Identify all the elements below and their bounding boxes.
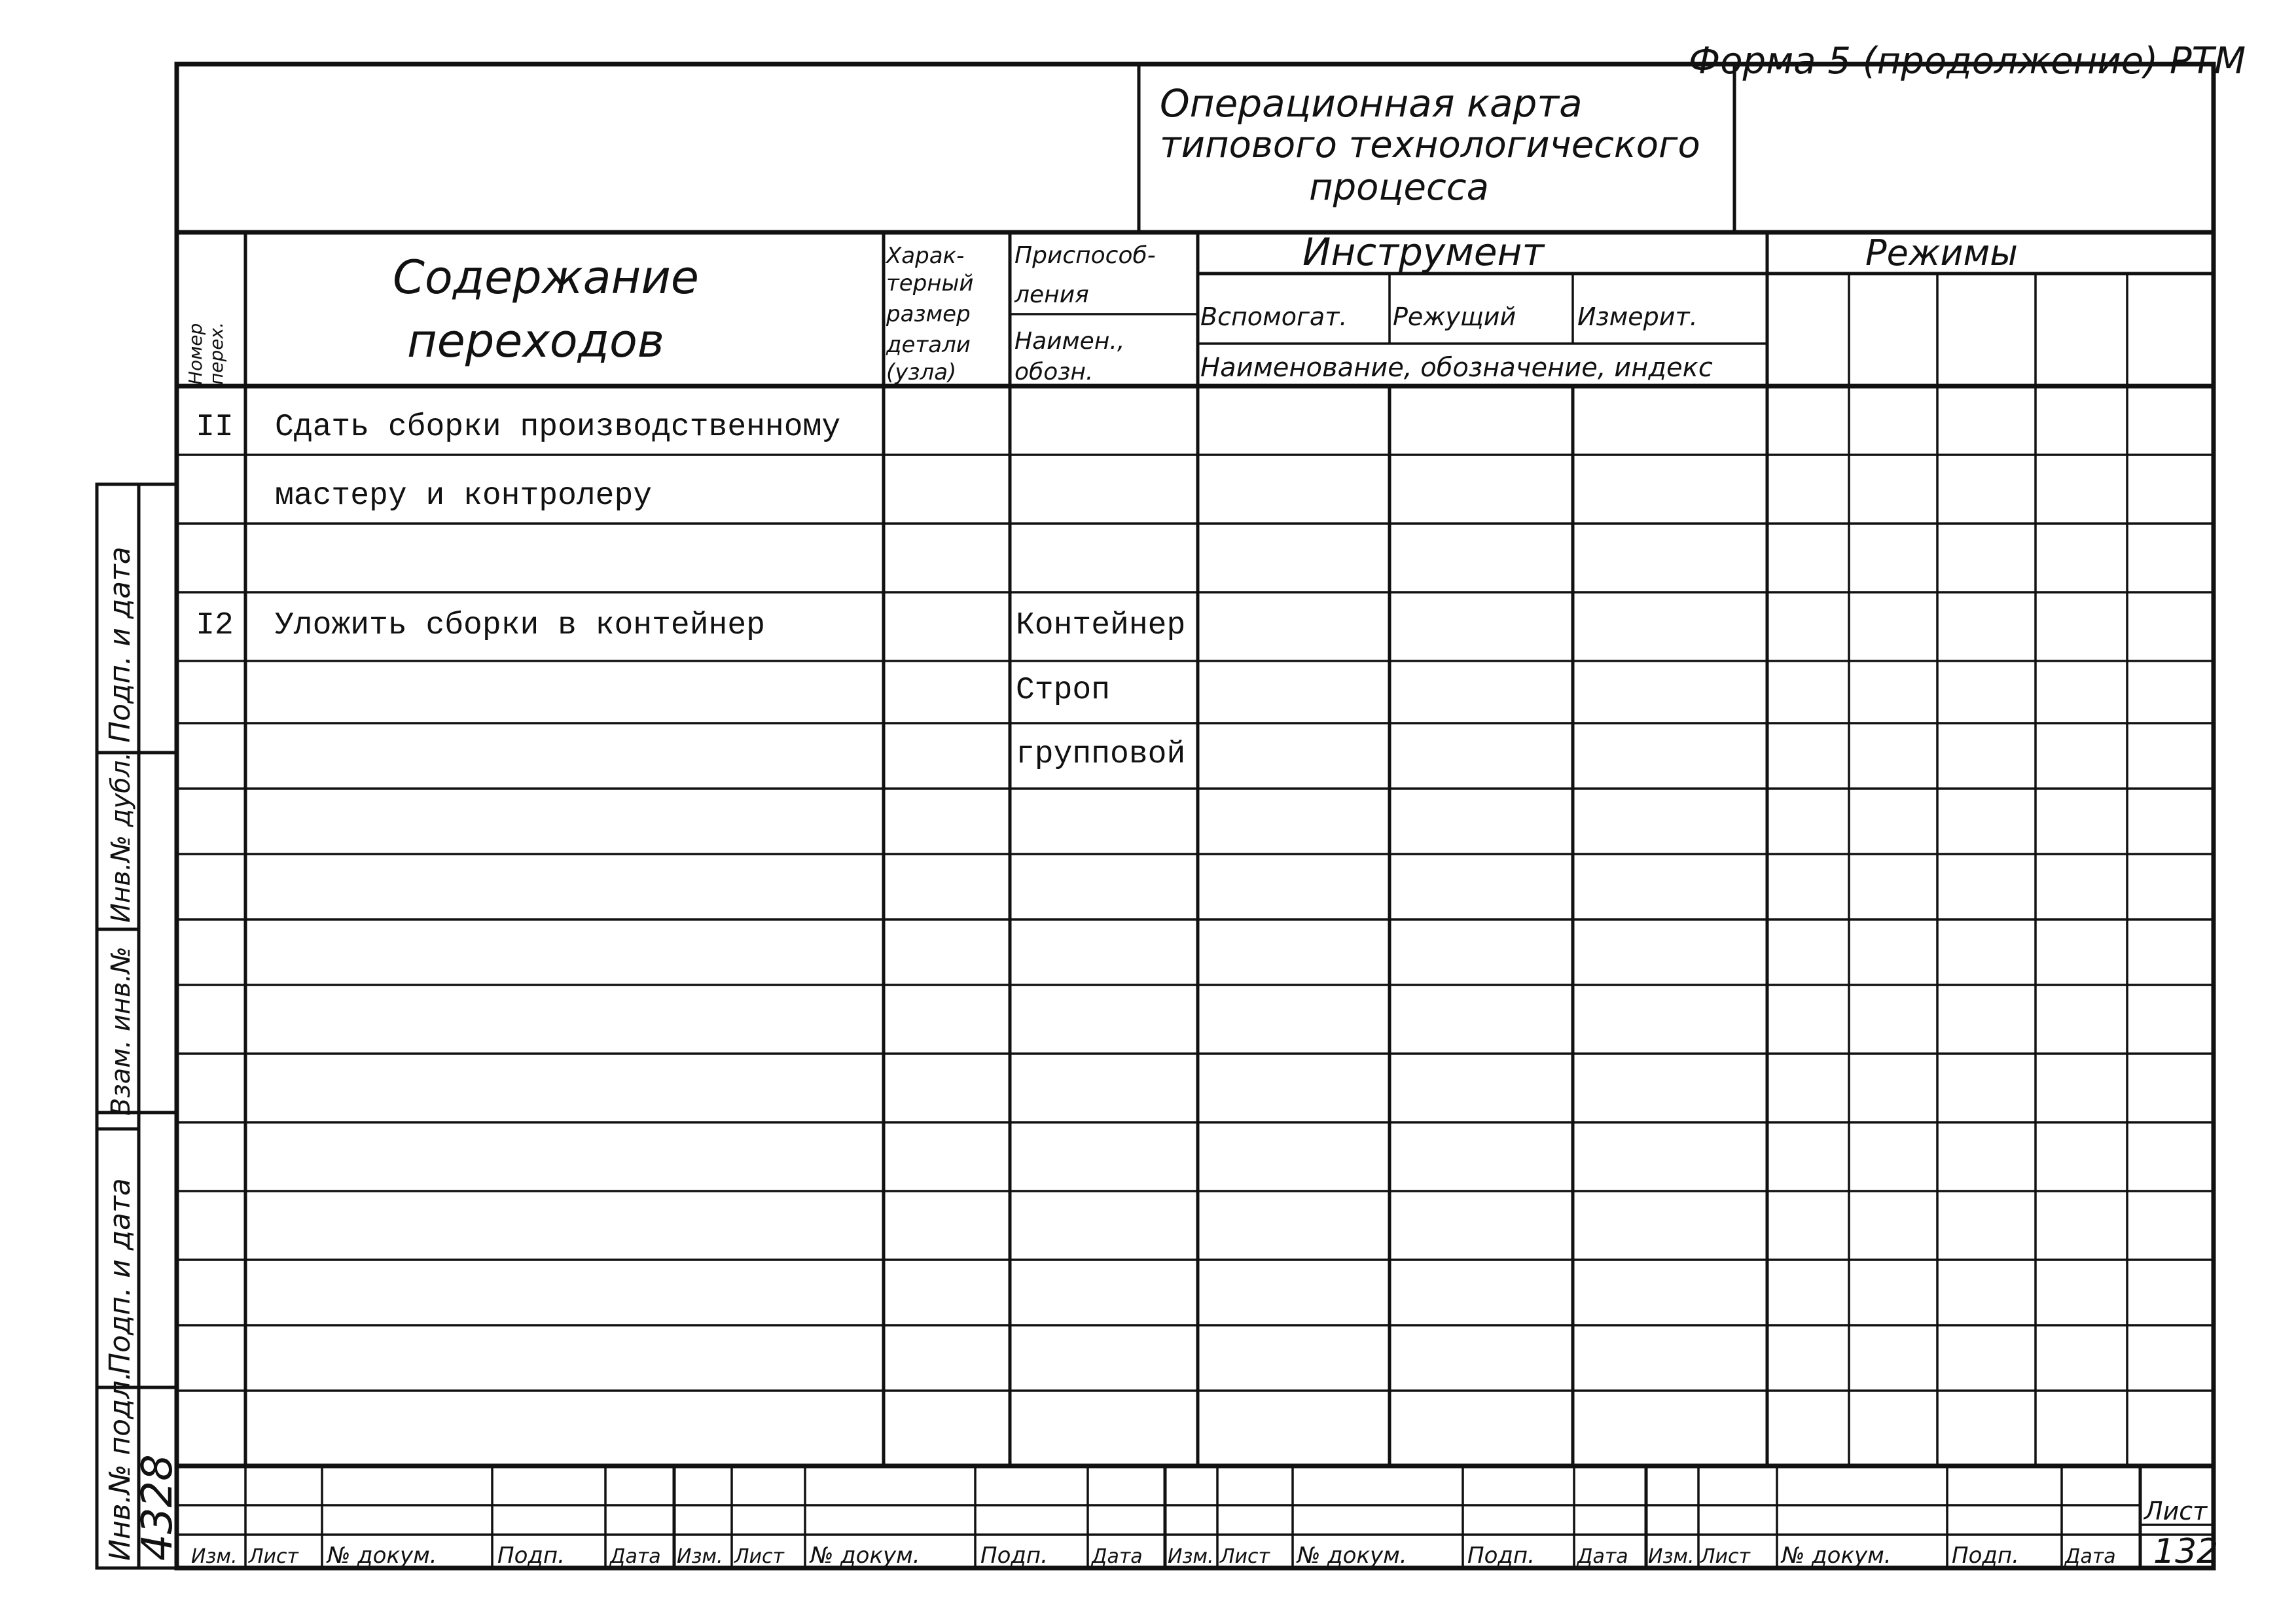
- header-content-line2: переходов: [407, 314, 665, 368]
- footer-4-izm: Изм.: [1648, 1545, 1695, 1568]
- row-4-fixture: Контейнер: [1016, 608, 1186, 643]
- row-1-content: Сдать сборки производственному: [275, 410, 841, 445]
- side-inv-dup-label: Инв.№ дубл.: [106, 752, 136, 923]
- header-tool: Инструмент: [1302, 230, 1545, 274]
- row-2-content: мастеру и контролеру: [275, 478, 653, 514]
- footer-1-izm: Изм.: [191, 1545, 238, 1568]
- header-number-line2: перех.: [206, 321, 227, 385]
- row-6-fixture: групповой: [1016, 737, 1186, 772]
- header-size-line1: Харак-: [886, 243, 965, 269]
- card-title-line1: Операционная карта: [1160, 81, 1583, 126]
- row-4-content: Уложить сборки в контейнер: [275, 608, 765, 643]
- side-sign-date-2-label: Подп. и дата: [103, 546, 137, 743]
- row-5-fixture: Строп: [1016, 673, 1111, 708]
- card-title-line2: типового технологического: [1160, 124, 1700, 166]
- header-fixtures-name-line2: обозн.: [1014, 359, 1094, 385]
- header-tool-naming: Наименование, обозначение, индекс: [1200, 353, 1713, 383]
- footer-sheet-label: Лист: [2144, 1497, 2208, 1525]
- header-number-line1: Номер: [185, 323, 206, 385]
- footer-4-doc: № докум.: [1782, 1543, 1892, 1569]
- side-inv-orig-label: Инв.№ подл.: [103, 1371, 137, 1561]
- footer-1-list: Лист: [249, 1545, 299, 1568]
- row-4-number: I2: [196, 608, 234, 643]
- footer-sheet-number: 132: [2153, 1532, 2219, 1571]
- footer-2-date: Дата: [1092, 1545, 1143, 1568]
- footer-1-date: Дата: [610, 1545, 661, 1568]
- footer-3-izm: Изм.: [1168, 1545, 1214, 1568]
- side-inv-number: 4328: [134, 1454, 182, 1561]
- header-modes: Режимы: [1865, 232, 2018, 274]
- footer-3-list: Лист: [1220, 1545, 1270, 1568]
- header-tool-cut: Режущий: [1393, 302, 1516, 331]
- footer-1-doc: № докум.: [327, 1543, 437, 1569]
- footer-1-sign: Подп.: [497, 1543, 565, 1569]
- body-row-lines: [177, 455, 2214, 1466]
- footer-4-list: Лист: [1700, 1545, 1751, 1568]
- footer-3-sign: Подп.: [1467, 1543, 1535, 1569]
- header-tool-aux: Вспомогат.: [1200, 302, 1348, 331]
- header-size-line4: детали: [886, 332, 971, 358]
- header-tool-meas: Измерит.: [1577, 302, 1698, 331]
- row-1-number: II: [196, 410, 234, 445]
- footer-2-doc: № докум.: [810, 1543, 920, 1569]
- header-size-line2: терный: [886, 270, 974, 296]
- header-content-line1: Содержание: [393, 251, 699, 304]
- side-sign-date-1-label: Подп. и дата: [103, 1178, 137, 1374]
- footer-2-izm: Изм.: [677, 1545, 723, 1568]
- card-title-line3: процесса: [1309, 166, 1489, 209]
- side-replace-inv-label: Взам. инв.№: [106, 946, 136, 1116]
- header-fixtures-name-line1: Наимен.,: [1014, 328, 1125, 355]
- form-label: Форма 5 (продолжение) РТМ: [1689, 40, 2246, 82]
- footer-2-list: Лист: [734, 1545, 785, 1568]
- header-size-line5: (узла): [886, 359, 957, 385]
- footer-2-sign: Подп.: [980, 1543, 1048, 1569]
- header-size-line3: размер: [886, 301, 971, 327]
- header-fixtures-line2: ления: [1014, 281, 1089, 308]
- footer-4-date: Дата: [2065, 1545, 2116, 1568]
- footer-4-sign: Подп.: [1952, 1543, 2019, 1569]
- footer-3-date: Дата: [1577, 1545, 1628, 1568]
- header-fixtures-line1: Приспособ-: [1014, 242, 1156, 269]
- footer-3-doc: № докум.: [1297, 1543, 1407, 1569]
